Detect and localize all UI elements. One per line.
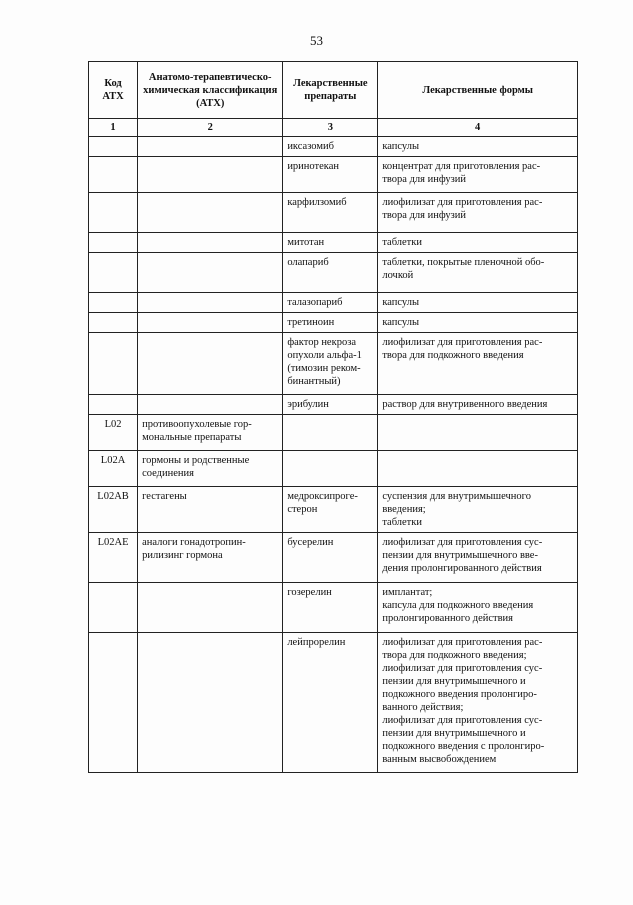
cell-forms-line: капсулы xyxy=(382,317,420,328)
cell-atx-code: L02AE xyxy=(89,533,138,583)
cell-drug-line: талазопариб xyxy=(287,297,343,308)
cell-forms xyxy=(378,583,578,633)
cell-forms-line: подкожного введения с пролонгиро- xyxy=(382,741,545,752)
cell-classification xyxy=(138,253,283,293)
cell-drug xyxy=(283,633,378,773)
cell-drug xyxy=(283,333,378,395)
cell-classification-line: гормоны и родственные xyxy=(142,455,250,466)
cell-drug-line: бусерелин xyxy=(287,537,334,548)
cell-drug xyxy=(283,533,378,583)
cell-drug xyxy=(283,293,378,313)
cell-forms xyxy=(378,313,578,333)
cell-classification xyxy=(138,137,283,157)
cell-classification xyxy=(138,533,283,583)
cell-drug-line: опухоли альфа-1 xyxy=(287,350,362,361)
table-row xyxy=(89,193,578,233)
cell-forms-line: пензии для внутримышечного и xyxy=(382,728,526,739)
cell-atx-code: L02A xyxy=(89,451,138,487)
cell-forms xyxy=(378,233,578,253)
cell-drug-line: бинантный) xyxy=(287,376,341,387)
cell-classification xyxy=(138,233,283,253)
table-row xyxy=(89,233,578,253)
cell-forms-line: суспензия для внутримышечного xyxy=(382,491,531,502)
cell-classification xyxy=(138,633,283,773)
cell-classification xyxy=(138,487,283,533)
table-row xyxy=(89,487,578,533)
cell-forms-line: лиофилизат для приготовления рас- xyxy=(382,197,543,208)
cell-atx-code xyxy=(89,193,138,233)
cell-drug xyxy=(283,415,378,451)
cell-drug-line: фактор некроза xyxy=(287,337,357,348)
cell-drug-line: медроксипроге- xyxy=(287,491,358,502)
cell-forms xyxy=(378,533,578,583)
cell-classification xyxy=(138,583,283,633)
cell-forms-line: концентрат для приготовления рас- xyxy=(382,161,541,172)
cell-forms-line: капсулы xyxy=(382,297,420,308)
cell-forms-line: лиофилизат для приготовления сус- xyxy=(382,663,543,674)
cell-forms-line: таблетки xyxy=(382,237,422,248)
cell-drug-line: карфилзомиб xyxy=(287,197,347,208)
header-classification: Анатомо-терапевтическо- химическая классификация (АТХ) xyxy=(138,62,283,119)
cell-forms-line: ванным высвобождением xyxy=(382,754,497,765)
table-row xyxy=(89,451,578,487)
page-number: 53 xyxy=(310,33,323,48)
cell-forms xyxy=(378,253,578,293)
cell-drug xyxy=(283,583,378,633)
cell-drug xyxy=(283,193,378,233)
cell-forms-line: имплантат; xyxy=(382,587,433,598)
table-row xyxy=(89,313,578,333)
cell-atx-code xyxy=(89,395,138,415)
cell-forms-line: пензии для внутримышечного вве- xyxy=(382,550,538,561)
table-row xyxy=(89,137,578,157)
cell-drug-line: олапариб xyxy=(287,257,329,268)
table-row xyxy=(89,533,578,583)
table-row xyxy=(89,293,578,313)
cell-forms xyxy=(378,333,578,395)
cell-forms-line: твора для инфузий xyxy=(382,174,467,185)
cell-forms-line: таблетки, покрытые пленочной обо- xyxy=(382,257,545,268)
column-number-row xyxy=(89,119,578,137)
header-drugs: Лекарственные препараты xyxy=(283,62,378,119)
cell-drug-line: (тимозин реком- xyxy=(287,363,361,374)
cell-drug xyxy=(283,137,378,157)
cell-forms-line: ванного действия; xyxy=(382,702,464,713)
cell-classification xyxy=(138,451,283,487)
cell-forms-line: лиофилизат для приготовления рас- xyxy=(382,337,543,348)
column-number: 4 xyxy=(378,119,578,137)
cell-forms-line: пролонгированного действия xyxy=(382,613,514,624)
cell-forms xyxy=(378,395,578,415)
cell-forms-line: дения пролонгированного действия xyxy=(382,563,542,574)
cell-drug xyxy=(283,451,378,487)
cell-classification-line: мональные препараты xyxy=(142,432,242,443)
cell-forms-line: капсула для подкожного введения xyxy=(382,600,534,611)
cell-forms xyxy=(378,293,578,313)
cell-forms-line: твора для подкожного введения; xyxy=(382,650,527,661)
header-forms: Лекарственные формы xyxy=(378,62,578,119)
cell-forms-line: таблетки xyxy=(382,517,422,528)
cell-drug xyxy=(283,313,378,333)
cell-drug-line: стерон xyxy=(287,504,318,515)
cell-forms xyxy=(378,633,578,773)
cell-classification xyxy=(138,333,283,395)
cell-atx-code xyxy=(89,233,138,253)
cell-atx-code xyxy=(89,583,138,633)
cell-drug xyxy=(283,157,378,193)
column-number: 3 xyxy=(283,119,378,137)
cell-drug xyxy=(283,253,378,293)
cell-atx-code xyxy=(89,313,138,333)
cell-classification xyxy=(138,395,283,415)
cell-forms xyxy=(378,193,578,233)
column-number: 1 xyxy=(89,119,138,137)
cell-forms-line: твора для инфузий xyxy=(382,210,467,221)
cell-drug xyxy=(283,233,378,253)
cell-drug-line: гозерелин xyxy=(287,587,332,598)
cell-classification-line: гестагены xyxy=(142,491,187,502)
cell-forms-line: лиофилизат для приготовления рас- xyxy=(382,637,543,648)
cell-forms xyxy=(378,157,578,193)
cell-drug-line: лейпрорелин xyxy=(287,637,346,648)
cell-atx-code xyxy=(89,293,138,313)
cell-drug xyxy=(283,487,378,533)
cell-classification-line: соединения xyxy=(142,468,194,479)
cell-forms-line: лиофилизат для приготовления сус- xyxy=(382,715,543,726)
atx-table xyxy=(88,61,578,773)
cell-drug-line: третиноин xyxy=(287,317,335,328)
cell-classification xyxy=(138,293,283,313)
cell-forms-line: лиофилизат для приготовления сус- xyxy=(382,537,543,548)
cell-drug-line: иксазомиб xyxy=(287,141,334,152)
cell-forms xyxy=(378,137,578,157)
cell-atx-code xyxy=(89,137,138,157)
table-body xyxy=(89,137,578,773)
cell-drug-line: эрибулин xyxy=(287,399,329,410)
cell-atx-code xyxy=(89,633,138,773)
cell-classification-line: аналоги гонадотропин- xyxy=(142,537,246,548)
cell-atx-code xyxy=(89,157,138,193)
table-row xyxy=(89,157,578,193)
cell-forms xyxy=(378,451,578,487)
cell-forms-line: раствор для внутривенного введения xyxy=(382,399,548,410)
header-code: Код АТХ xyxy=(89,62,138,119)
cell-classification xyxy=(138,415,283,451)
table-header-row xyxy=(89,62,578,119)
cell-atx-code xyxy=(89,333,138,395)
cell-atx-code xyxy=(89,253,138,293)
cell-forms-line: твора для подкожного введения xyxy=(382,350,524,361)
cell-forms xyxy=(378,415,578,451)
cell-drug-line: иринотекан xyxy=(287,161,340,172)
cell-classification xyxy=(138,313,283,333)
cell-forms-line: пензии для внутримышечного и xyxy=(382,676,526,687)
column-number: 2 xyxy=(138,119,283,137)
cell-drug xyxy=(283,395,378,415)
table-row xyxy=(89,253,578,293)
cell-forms-line: введения; xyxy=(382,504,426,515)
table-row xyxy=(89,583,578,633)
cell-drug-line: митотан xyxy=(287,237,325,248)
table-row xyxy=(89,633,578,773)
cell-classification-line: противоопухолевые гор- xyxy=(142,419,252,430)
cell-forms xyxy=(378,487,578,533)
table-row xyxy=(89,333,578,395)
cell-forms-line: капсулы xyxy=(382,141,420,152)
cell-classification xyxy=(138,193,283,233)
cell-classification xyxy=(138,157,283,193)
cell-forms-line: лочкой xyxy=(382,270,414,281)
table-row xyxy=(89,395,578,415)
table-row xyxy=(89,415,578,451)
cell-classification-line: рилизинг гормона xyxy=(142,550,223,561)
cell-forms-line: подкожного введения пролонгиро- xyxy=(382,689,537,700)
cell-atx-code: L02AB xyxy=(89,487,138,533)
cell-atx-code: L02 xyxy=(89,415,138,451)
